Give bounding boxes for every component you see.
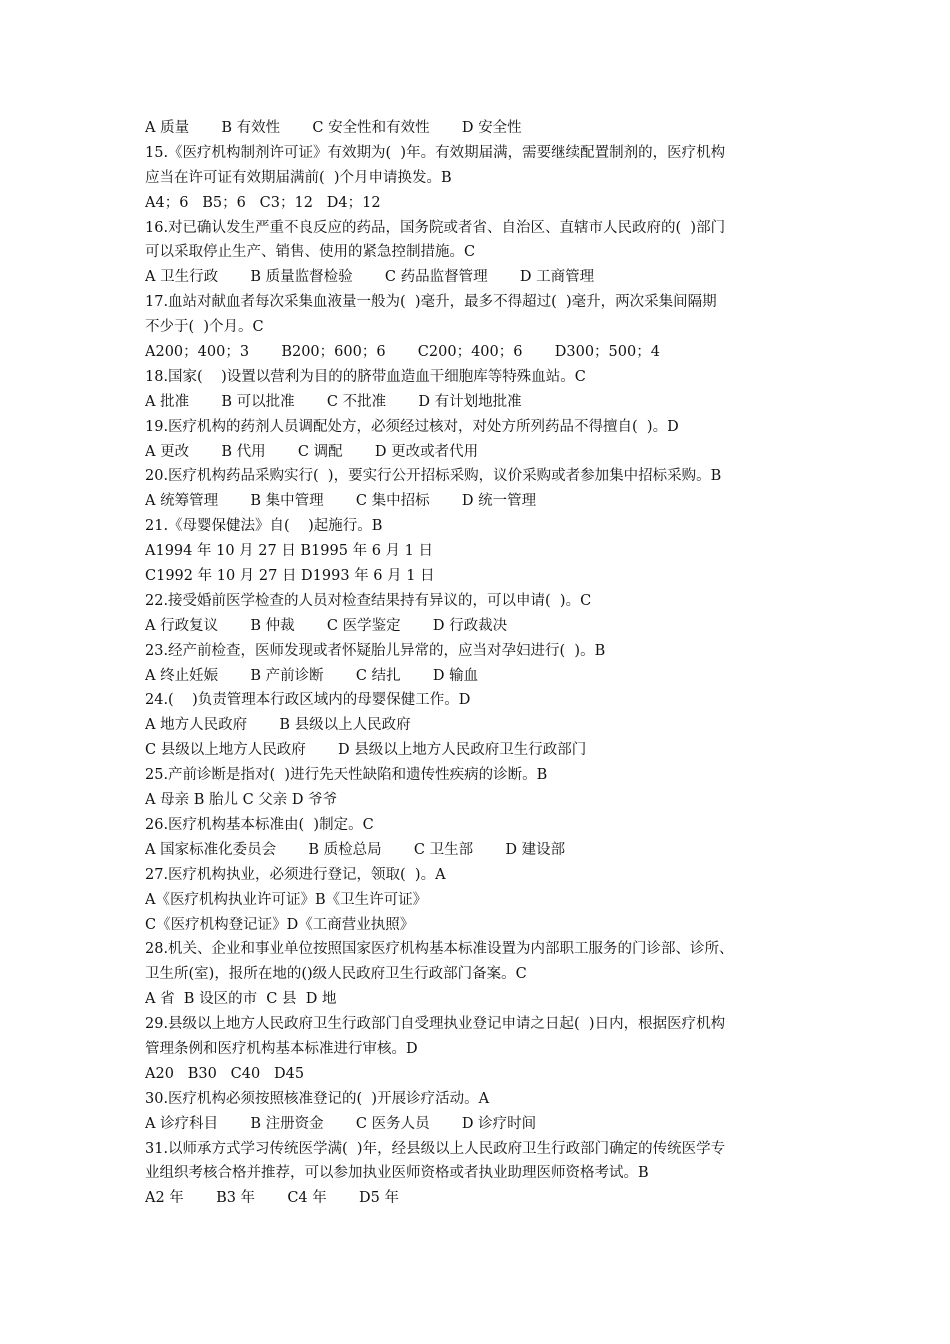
text-line: 18.国家( )设置以营利为目的的脐带血造血干细胞库等特殊血站。C — [145, 368, 586, 385]
text-line: 27.医疗机构执业，必须进行登记，领取( )。A — [145, 866, 446, 883]
text-line: C 县级以上地方人民政府 D 县级以上地方人民政府卫生行政部门 — [145, 742, 587, 759]
text-line: A 卫生行政 B 质量监督检验 C 药品监督管理 D 工商管理 — [145, 269, 595, 286]
text-line: A 母亲 B 胎儿 C 父亲 D 爷爷 — [145, 792, 338, 809]
text-line: A4；6 B5；6 C3；12 D4；12 — [145, 194, 381, 211]
text-line: 应当在许可证有效期届满前( )个月申请换发。B — [145, 169, 452, 186]
text-line: A 省 B 设区的市 C 县 D 地 — [145, 991, 337, 1008]
text-line: 23.经产前检查，医师发现或者怀疑胎儿异常的，应当对孕妇进行( )。B — [145, 642, 606, 659]
text-line: 28.机关、企业和事业单位按照国家医疗机构基本标准设置为内部职工服务的门诊部、诊所、 — [145, 941, 734, 958]
text-line: A 统筹管理 B 集中管理 C 集中招标 D 统一管理 — [145, 493, 537, 510]
text-line: A1994 年 10 月 27 日 B1995 年 6 月 1 日 — [145, 543, 433, 560]
text-line: C1992 年 10 月 27 日 D1993 年 6 月 1 日 — [145, 568, 435, 585]
text-line: A 国家标准化委员会 B 质检总局 C 卫生部 D 建设部 — [145, 841, 566, 858]
text-line: C《医疗机构登记证》D《工商营业执照》 — [145, 916, 415, 933]
text-line: A《医疗机构执业许可证》B《卫生许可证》 — [145, 891, 428, 908]
text-line: A 批准 B 可以批准 C 不批准 D 有计划地批准 — [145, 393, 522, 410]
text-line: 24.( )负责管理本行政区域内的母婴保健工作。D — [145, 692, 471, 709]
text-line: 可以采取停止生产、销售、使用的紧急控制措施。C — [145, 244, 476, 261]
text-line: 22.接受婚前医学检查的人员对检查结果持有异议的，可以申请( )。C — [145, 592, 592, 609]
text-line: A 质量 B 有效性 C 安全性和有效性 D 安全性 — [145, 120, 522, 136]
text-line: A 诊疗科目 B 注册资金 C 医务人员 D 诊疗时间 — [145, 1115, 537, 1132]
text-line: A200；400；3 B200；600；6 C200；400；6 D300；500；4 — [145, 344, 660, 361]
document-page — [145, 116, 810, 1211]
text-line: 卫生所(室)，报所在地的()级人民政府卫生行政部门备案。C — [145, 966, 527, 983]
text-line: 29.县级以上地方人民政府卫生行政部门自受理执业登记申请之日起( )日内，根据医疗机构 — [145, 1016, 726, 1033]
text-line: A2 年 B3 年 C4 年 D5 年 — [145, 1190, 399, 1207]
text-line: 不少于( )个月。C — [145, 319, 264, 336]
text-line: 业组织考核合格并推荐，可以参加执业医师资格或者执业助理医师资格考试。B — [145, 1165, 649, 1182]
text-line: 26.医疗机构基本标准由( )制定。C — [145, 816, 374, 833]
text-line: A 终止妊娠 B 产前诊断 C 结扎 D 输血 — [145, 667, 479, 684]
text-line: A20 B30 C40 D45 — [145, 1065, 305, 1082]
text-line: A 地方人民政府 B 县级以上人民政府 — [145, 717, 411, 734]
text-line: A 更改 B 代用 C 调配 D 更改或者代用 — [145, 443, 479, 460]
text-line: A 行政复议 B 仲裁 C 医学鉴定 D 行政裁决 — [145, 617, 508, 634]
text-line: 25.产前诊断是指对( )进行先天性缺陷和遗传性疾病的诊断。B — [145, 767, 548, 784]
text-line: 30.医疗机构必须按照核准登记的( )开展诊疗活动。A — [145, 1090, 490, 1107]
text-line: 管理条例和医疗机构基本标准进行审核。D — [145, 1040, 418, 1057]
text-line: 16.对已确认发生严重不良反应的药品，国务院或者省、自治区、直辖市人民政府的( )部门 — [145, 219, 726, 236]
text-line: 15.《医疗机构制剂许可证》有效期为( )年。有效期届满，需要继续配置制剂的，医疗机构 — [145, 144, 726, 161]
text-line: 31.以师承方式学习传统医学满( )年，经县级以上人民政府卫生行政部门确定的传统医学专 — [145, 1140, 726, 1157]
text-line: 20.医疗机构药品采购实行( )，要实行公开招标采购，议价采购或者参加集中招标采购。B — [145, 468, 722, 485]
text-line: 19.医疗机构的药剂人员调配处方，必须经过核对，对处方所列药品不得擅自( )。D — [145, 418, 679, 435]
text-line: 21.《母婴保健法》自( )起施行。B — [145, 518, 383, 535]
text-line: 17.血站对献血者每次采集血液量一般为( )毫升，最多不得超过( )毫升，两次采集间隔期 — [145, 294, 717, 311]
